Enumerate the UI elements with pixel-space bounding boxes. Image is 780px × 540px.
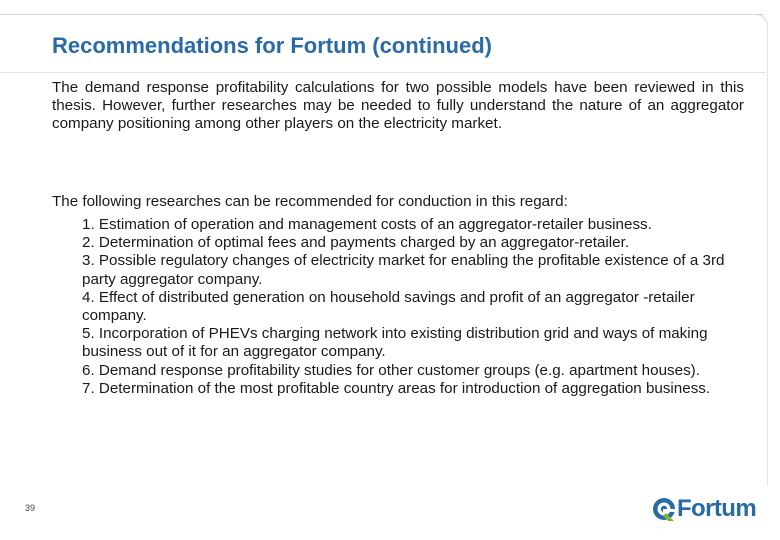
recommendation-item: 2. Determination of optimal fees and payments charged by an aggregator-retailer.	[82, 234, 630, 252]
fortum-logo	[652, 495, 756, 523]
slide-title: Recommendations for Fortum (continued)	[52, 33, 492, 58]
frame-corner	[753, 14, 768, 29]
recommendation-item: 7. Determination of the most profitable country areas for introduction of aggregation business.	[82, 379, 711, 397]
right-divider	[767, 26, 768, 486]
page-number: 39	[25, 503, 36, 513]
recommendations-lead: The following researches can be recommended for conduction in this regard:	[52, 193, 568, 210]
recommendation-item: 6. Demand response profitability studies for other customer groups (e.g. apartment houses).	[82, 361, 700, 379]
recommendation-item: 3. Possible regulatory changes of electricity market for enabling the profitable existence of a 3rd party aggregator company.	[82, 252, 725, 288]
top-divider	[0, 14, 764, 15]
recommendation-item: 1. Estimation of operation and management costs of an aggregator-retailer business.	[82, 216, 652, 233]
title-divider	[0, 72, 766, 73]
intro-paragraph: The demand response profitability calculations for two possible models have been reviewed in this thesis. However, further researches may be needed to fully understand the nature of an aggregator company positioning among other players on the electricity market.	[52, 79, 744, 133]
fortum-logo-text: Fortum	[677, 495, 757, 522]
recommendation-item: 4. Effect of distributed generation on household savings and profit of an aggregator -retailer company.	[82, 288, 695, 325]
recommendation-item: 5. Incorporation of PHEVs charging network into existing distribution grid and ways of making business out of it for an aggregator company.	[82, 325, 708, 361]
fortum-logo-icon	[652, 497, 676, 521]
recommendations-list	[82, 216, 758, 398]
